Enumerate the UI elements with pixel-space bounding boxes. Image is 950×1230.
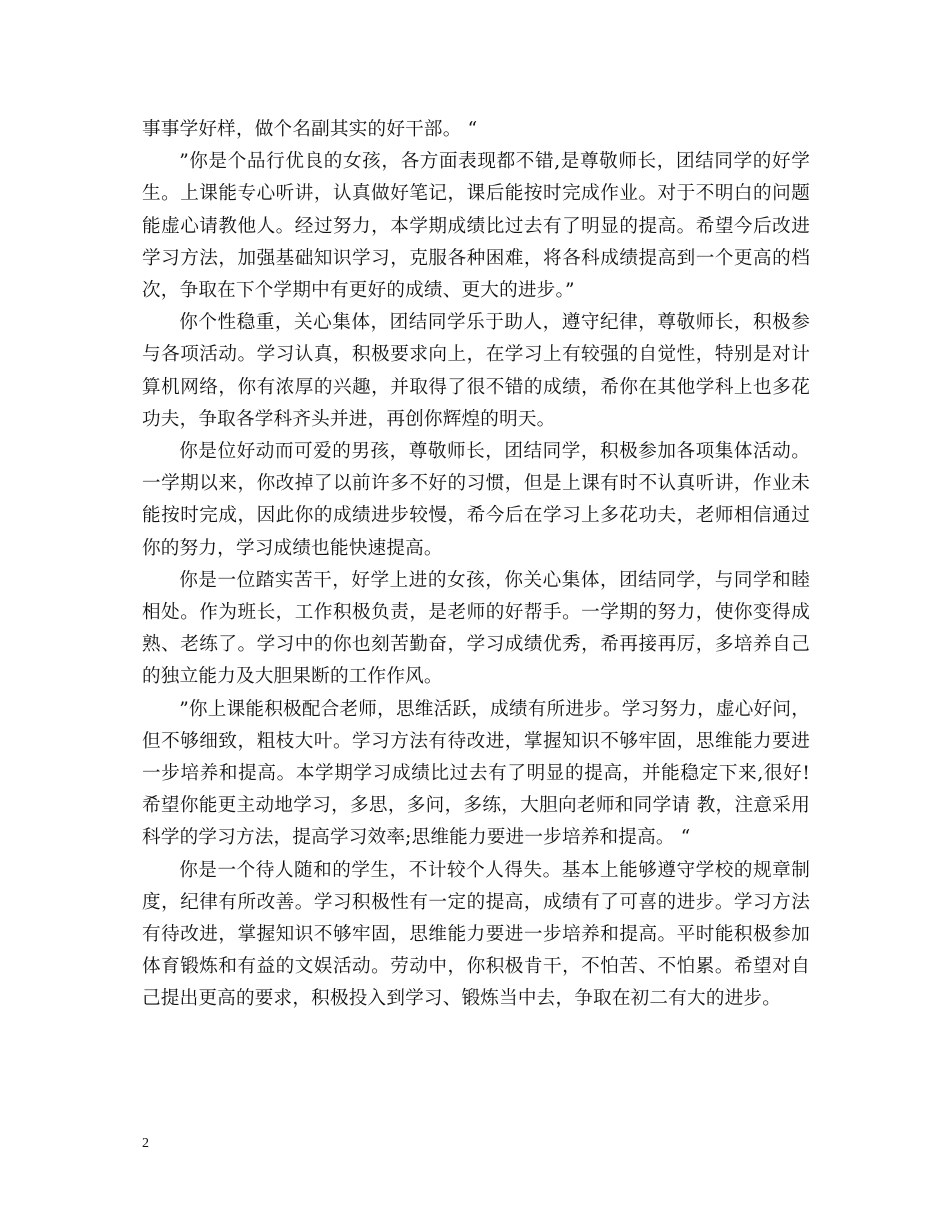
- document-body: [142, 114, 810, 1016]
- paragraph-comment-5: ”你上课能积极配合老师，思维活跃，成绩有所进步。学习努力，虚心好问，但不够细致，粗枝大叶。学习方法有待改进，掌握知识不够牢固，思维能力要进一步培养和提高。本学期学习成绩比过去有了明显的提高，并能稳定下来,很好!希望你能更主动地学习，多思，多问，多练，大胆向老师和同学请 教，注意采用科学的学习方法，提高学习效率;思维能力要进一步培养和提高。 “: [142, 698, 810, 849]
- paragraph-comment-4: 你是一位踏实苦干，好学上进的女孩，你关心集体，团结同学，与同学和睦相处。作为班长，工作积极负责，是老师的好帮手。一学期的努力，使你变得成熟、老练了。学习中的你也刻苦勤奋，学习成绩优秀，希再接再厉，多培养自己的独立能力及大胆果断的工作作风。: [142, 569, 810, 688]
- paragraph-comment-2: 你个性稳重，关心集体，团结同学乐于助人，遵守纪律，尊敬师长，积极参与各项活动。学习认真，积极要求向上，在学习上有较强的自觉性，特别是对计算机网络，你有浓厚的兴趣，并取得了很不错的成绩，希你在其他学科上也多花功夫，争取各学科齐头并进，再创你辉煌的明天。: [142, 312, 810, 430]
- paragraph-comment-6: 你是一个待人随和的学生，不计较个人得失。基本上能够遵守学校的规章制度，纪律有所改善。学习积极性有一定的提高，成绩有了可喜的进步。学习方法有待改进，掌握知识不够牢固，思维能力要进一步培养和提高。平时能积极参加体育锻炼和有益的文娱活动。劳动中，你积极肯干，不怕苦、不怕累。希望对自己提出更高的要求，积极投入到学习、锻炼当中去，争取在初二有大的进步。: [142, 859, 810, 1010]
- paragraph-comment-3: 你是位好动而可爱的男孩，尊敬师长，团结同学，积极参加各项集体活动。一学期以来，你改掉了以前许多不好的习惯，但是上课有时不认真听讲，作业未能按时完成，因此你的成绩进步较慢，希今后在学习上多花功夫，老师相信通过你的努力，学习成绩也能快速提高。: [142, 441, 810, 559]
- page-number: 2: [142, 1136, 149, 1151]
- paragraph-comment-1: ”你是个品行优良的女孩，各方面表现都不错,是尊敬师长，团结同学的好学生。上课能专心听讲，认真做好笔记，课后能按时完成作业。对于不明白的问题能虚心请教他人。经过努力，本学期成绩比过去有了明显的提高。希望今后改进学习方法，加强基础知识学习，克服各种困难，将各科成绩提高到一个更高的档次，争取在下个学期中有更好的成绩、更大的进步。”: [142, 151, 810, 302]
- paragraph-continuation: 事事学好样，做个名副其实的好干部。 “: [142, 119, 478, 140]
